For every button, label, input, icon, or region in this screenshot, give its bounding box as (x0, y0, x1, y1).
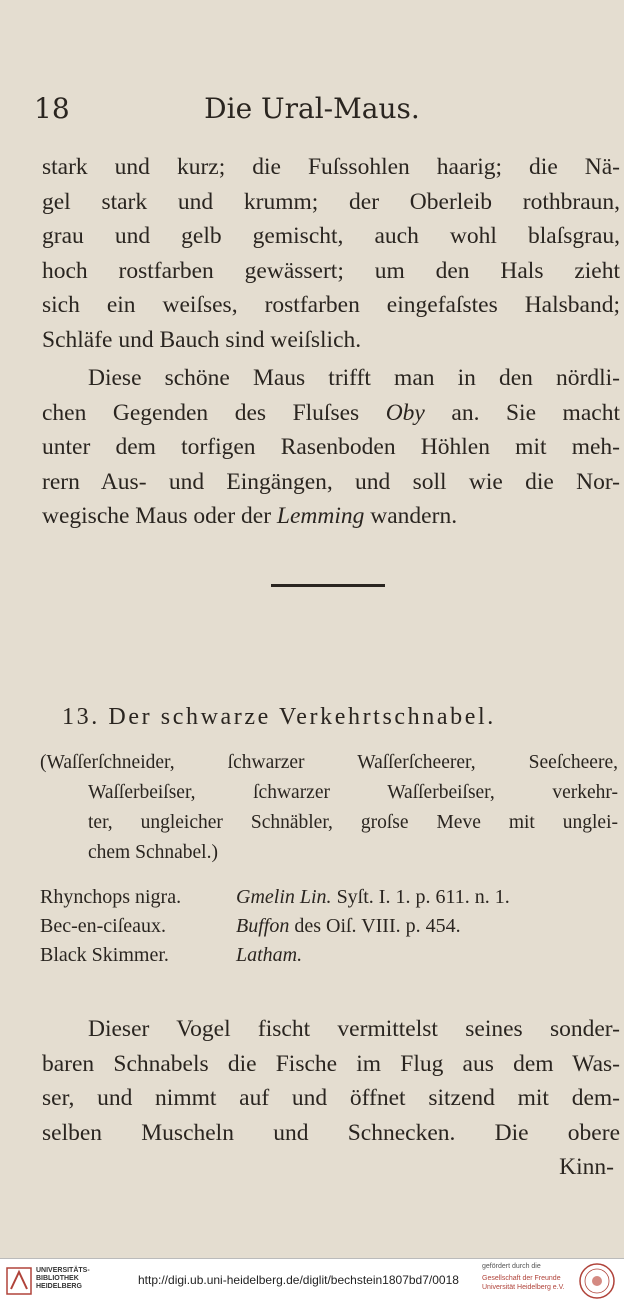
text-line: unter dem torfigen Rasenboden Höhlen mit meh- (42, 434, 620, 461)
text-line: stark und kurz; die Fuſssohlen haarig; die Nä- (42, 154, 620, 180)
paragraph-2 (42, 361, 620, 534)
society-name: Gesellschaft der Freunde Universität Heidelberg e.V. (482, 1275, 565, 1291)
reference-line: Rhynchops nigra. Gmelin Lin. Syſt. I. 1. p. 611. n. 1. (40, 886, 510, 908)
synonym-list (40, 748, 618, 868)
section-heading: 13. Der schwarze Verkehrtschnabel. (62, 704, 496, 730)
text-line: baren Schnabels die Fische im Flug aus dem Was- (42, 1050, 620, 1077)
text-line: gel stark und krumm; der Oberleib rothbraun, (42, 188, 620, 215)
text-line: ter, ungleicher Schnäbler, groſse Meve mit unglei- (88, 812, 618, 833)
funded-by-label: gefördert durch die (482, 1263, 541, 1270)
paragraph-1 (42, 150, 620, 358)
catchword: Kinn- (559, 1154, 614, 1180)
text-line: selben Muscheln und Schnecken. Die obere (42, 1119, 620, 1146)
page-header (0, 92, 624, 132)
river-name: Oby (385, 399, 425, 426)
text-line: chem Schnabel.) (88, 842, 218, 863)
reference-line: Bec-en-ciſeaux. Buffon des Oiſ. VIII. p. 454. (40, 915, 461, 937)
text-line: chen Gegenden des Fluſses Oby an. Sie macht (42, 399, 620, 426)
digitization-footer (0, 1258, 624, 1304)
text-line: ser, und nimmt auf und öffnet sitzend mit dem- (42, 1085, 620, 1112)
page-number: 18 (34, 92, 70, 125)
text-line: rern Aus- und Eingängen, und soll wie die Nor- (42, 468, 620, 495)
text-line: Waſſerbeiſser, ſchwarzer Waſſerbeiſser, verkehr- (88, 782, 618, 803)
text-line: wegische Maus oder der Lemming wandern. (42, 503, 458, 530)
text-line: Schläfe und Bauch sind weiſslich. (42, 326, 362, 353)
text-line: sich ein weiſses, rostfarben eingefaſstes Halsband; (42, 292, 620, 319)
reference-line: Black Skimmer. Latham. (40, 944, 303, 966)
text-line: Dieser Vogel fischt vermittelst seines sonder- (88, 1016, 620, 1042)
text-line: hoch rostfarben gewässert; um den Hals zieht (42, 257, 620, 284)
library-name: UNIVERSITÄTS- BIBLIOTHEK HEIDELBERG (36, 1267, 90, 1290)
species-name: Lemming (276, 503, 365, 530)
section-divider (271, 584, 385, 587)
running-title: Die Ural-Maus. (204, 92, 420, 125)
reference-list (40, 883, 600, 970)
paragraph-3 (42, 1012, 620, 1150)
university-library-logo-icon (6, 1267, 32, 1295)
society-seal-icon (578, 1262, 616, 1300)
text-line: Diese schöne Maus trifft man in den nördli- (88, 365, 620, 391)
text-line: (Waſſerſchneider, ſchwarzer Waſſerſcheerer, Seeſcheere, (40, 752, 618, 773)
text-line: grau und gelb gemischt, auch wohl blaſsgrau, (42, 223, 620, 250)
permalink-link[interactable]: http://digi.ub.uni-heidelberg.de/diglit/bechstein1807bd7/0018 (138, 1273, 459, 1287)
